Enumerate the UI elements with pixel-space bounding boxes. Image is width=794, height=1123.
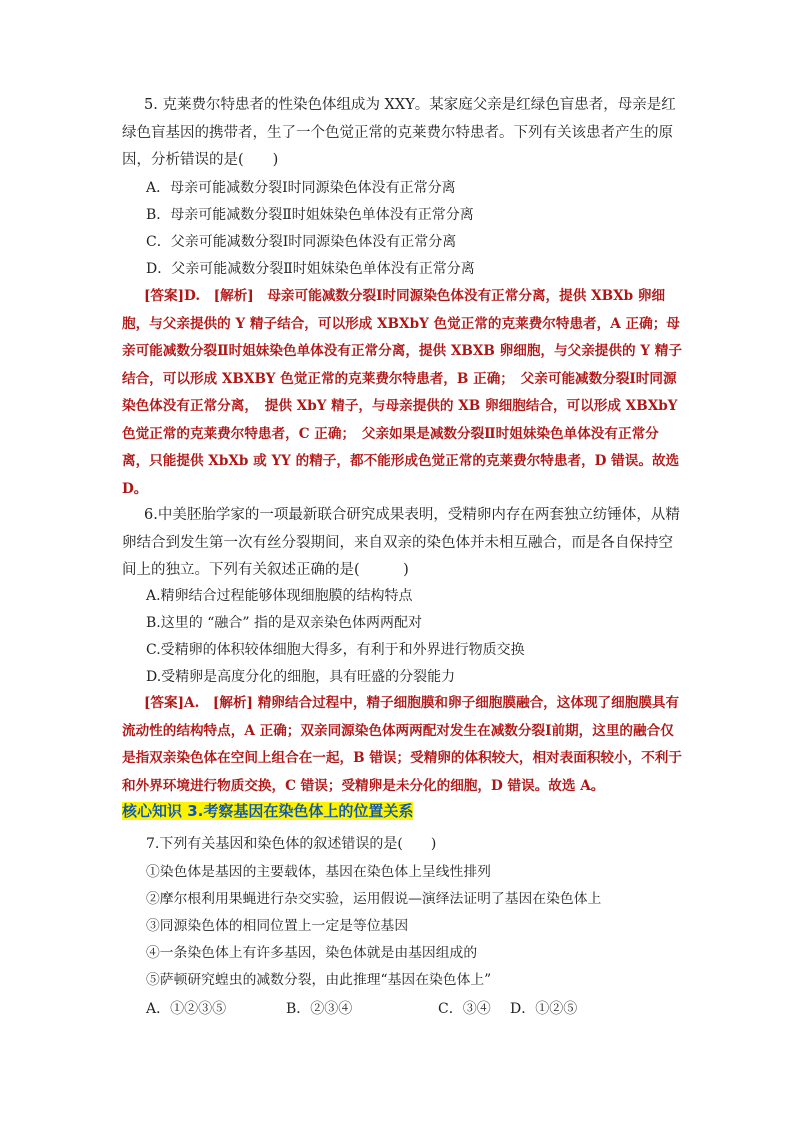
question-6-explanation: 精卵结合过程中，精子细胞膜和卵子细胞膜融合，这体现了细胞膜具有流动性的结构特点，A 正确；双亲同源染色体两两配对发生在减数分裂Ⅰ前期，这里的融合仅是指双亲染色体在空间上组合在一起，B 错误；受精卵的体积较大，相对表面积较小，不利于和外界环境进行物质交换，C 错误；受精卵是未分化的细胞，D 错误。故选 A。 xyxy=(122,695,682,794)
question-5-option-b: B．母亲可能减数分裂Ⅱ时姐妹染色单体没有正常分离 xyxy=(146,207,474,223)
question-6-option-a: A.精卵结合过程能够体现细胞膜的结构特点 xyxy=(146,588,413,604)
question-6-option-c: C.受精卵的体积较体细胞大得多，有利于和外界进行物质交换 xyxy=(146,642,525,658)
question-7-statement-4: ④一条染色体上有许多基因，染色体就是由基因组成的 xyxy=(146,945,478,961)
question-7-statement-2: ②摩尔根利用果蝇进行杂交实验，运用假说—演绎法证明了基因在染色体上 xyxy=(146,891,602,907)
question-6-answer-tag: [答案]A. [解析] xyxy=(144,695,253,711)
section-label: 核心知识 xyxy=(122,802,183,820)
question-7-statement-5: ⑤萨顿研究蝗虫的减数分裂，由此推理“基因在染色体上” xyxy=(146,972,492,988)
question-6-answer xyxy=(122,690,682,800)
question-5-stem: 5. 克莱费尔特患者的性染色体组成为 XXY。某家庭父亲是红绿色盲患者，母亲是红绿色盲基因的携带者，生了一个色觉正常的克莱费尔特患者。下列有关该患者产生的原因，分析错误的是( ) xyxy=(122,97,676,168)
question-6-stem: 6.中美胚胎学家的一项最新联合研究成果表明，受精卵内存在两套独立纺锤体，从精卵结合到发生第一次有丝分裂期间，来自双亲的染色体并未相互融合，而是各自保持空间上的独立。下列有关叙述正确的是( ) xyxy=(122,507,680,578)
question-5-answer-tag: [答案]D. [解析] xyxy=(144,288,254,304)
section-number: 3. xyxy=(187,802,204,820)
question-5-option-c: C．父亲可能减数分裂Ⅰ时同源染色体没有正常分离 xyxy=(146,234,457,250)
question-6-option-d: D.受精卵是高度分化的细胞，具有旺盛的分裂能力 xyxy=(146,669,456,685)
question-5-option-a: A．母亲可能减数分裂Ⅰ时同源染色体没有正常分离 xyxy=(146,180,456,196)
section-heading xyxy=(122,800,413,821)
question-7-choice-d: D．①②⑤ xyxy=(510,1001,578,1017)
question-7-stem: 7.下列有关基因和染色体的叙述错误的是( ) xyxy=(146,836,437,852)
question-6-option-b: B.这里的 “融合” 指的是双亲染色体两两配对 xyxy=(146,615,422,631)
question-5-answer xyxy=(122,283,682,503)
question-7-choice-a: A．①②③⑤ xyxy=(146,1001,227,1017)
question-7-choices xyxy=(146,998,577,1018)
question-7-choice-b: B．②③④ xyxy=(286,1001,353,1017)
question-7-statement-1: ①染色体是基因的主要载体，基因在染色体上呈线性排列 xyxy=(146,864,491,880)
question-5-option-d: D．父亲可能减数分裂Ⅱ时姐妹染色单体没有正常分离 xyxy=(146,261,475,277)
section-title: 考察基因在染色体上的位置关系 xyxy=(203,802,414,820)
question-7-statement-3: ③同源染色体的相同位置上一定是等位基因 xyxy=(146,918,409,934)
question-7-choice-c: C．③④ xyxy=(438,1001,491,1017)
question-5-explanation: 母亲可能减数分裂Ⅰ时同源染色体没有正常分离，提供 XBXb 卵细胞，与父亲提供的 Y 精子结合，可以形成 XBXbY 色觉正常的克莱费尔特患者，A 正确；母亲可能减数分裂Ⅱ时姐妹染色单体没有正常分离，提供 XBXB 卵细胞，与父亲提供的 Y 精子结合，可以形成 XBXBY 色觉正常的克莱费尔特患者，B 正确； 父亲可能减数分裂Ⅰ时同源染色体没有正常分离， 提供 XbY 精子，与母亲提供的 XB 卵细胞结合，可以形成 XBXbY 色觉正常的克莱费尔特患者，C 正确； 父亲如果是减数分裂Ⅱ时姐妹染色单体没有正常分离，只能提供 XbXb 或 YY 的精子，都不能形成色觉正常的克莱费尔特患者，D 错误。故选 D。 xyxy=(122,288,682,497)
